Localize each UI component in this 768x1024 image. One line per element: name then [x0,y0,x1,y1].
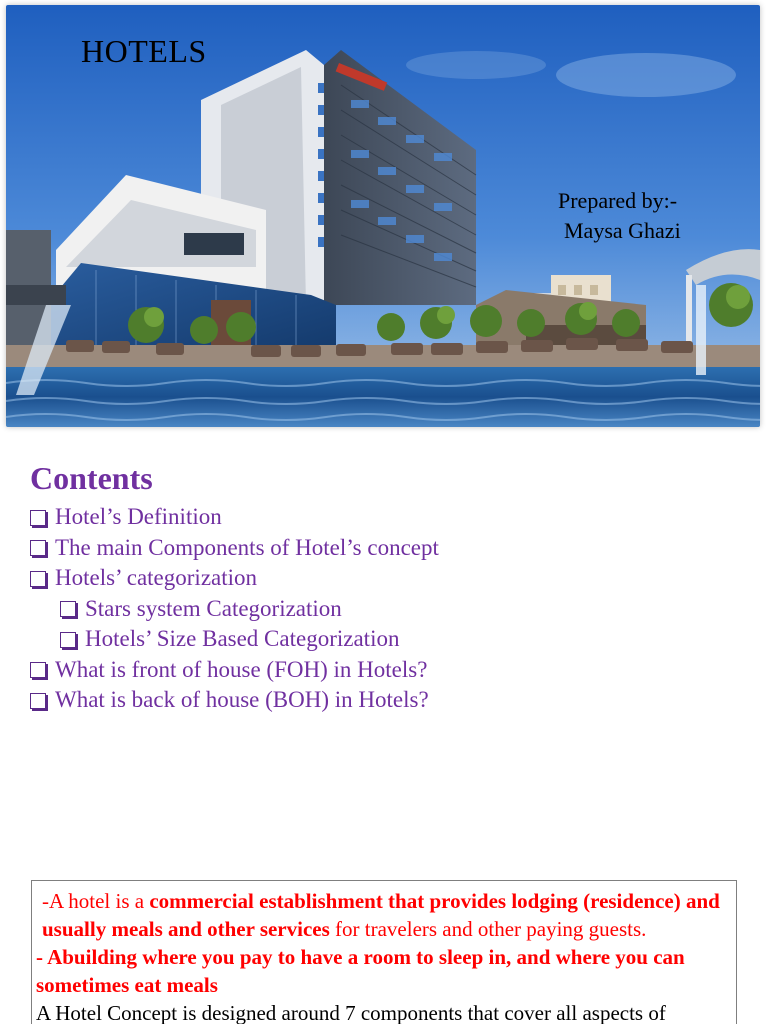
contents-item-categorization [30,563,439,594]
contents-item-definition [30,502,439,533]
contents-item-label: What is back of house (BOH) in Hotels? [55,687,429,713]
definition-1-ending: for travelers and other paying guests. [329,917,647,941]
prepared-by-label: Prepared by:- [558,188,678,213]
checkbox-bullet-icon [30,693,46,709]
contents-item-foh [30,655,439,686]
contents-item-label: Hotels’ categorization [55,565,258,591]
contents-item-label: The main Components of Hotel’s concept [55,534,439,560]
contents-item-components [30,533,439,564]
contents-subitem-size [30,624,439,655]
checkbox-bullet-icon [30,540,46,556]
checkbox-bullet-icon [60,601,76,617]
prepared-by-block [558,186,681,246]
contents-item-boh [30,685,439,716]
definition-1-intro: -A hotel is a [42,889,150,913]
author-name: Maysa Ghazi [564,218,681,243]
contents-list [30,502,439,716]
contents-slide [0,430,768,850]
contents-subitem-stars [30,594,439,625]
definition-paragraph-2: - Abuilding where you pay to have a room to sleep in, and where you can sometimes eat meals [36,945,685,997]
definition-1-emphasis: commercial establishment that provides lodging (residence) and usually meals and other services [42,889,720,941]
checkbox-bullet-icon [30,510,46,526]
contents-item-label: What is front of house (FOH) in Hotels? [55,656,428,682]
definition-paragraph-1 [36,887,732,943]
definition-paragraph-3: A Hotel Concept is designed around 7 components that cover all aspects of [36,1001,666,1024]
hero-title: HOTELS [81,33,207,69]
contents-item-label: Stars system Categorization [85,595,342,621]
checkbox-bullet-icon [60,632,76,648]
hero-slide [6,5,760,427]
definition-box [31,880,737,1024]
checkbox-bullet-icon [30,571,46,587]
contents-item-label: Hotel’s Definition [55,504,222,530]
contents-heading: Contents [30,460,153,496]
checkbox-bullet-icon [30,662,46,678]
contents-item-label: Hotels’ Size Based Categorization [85,626,400,652]
